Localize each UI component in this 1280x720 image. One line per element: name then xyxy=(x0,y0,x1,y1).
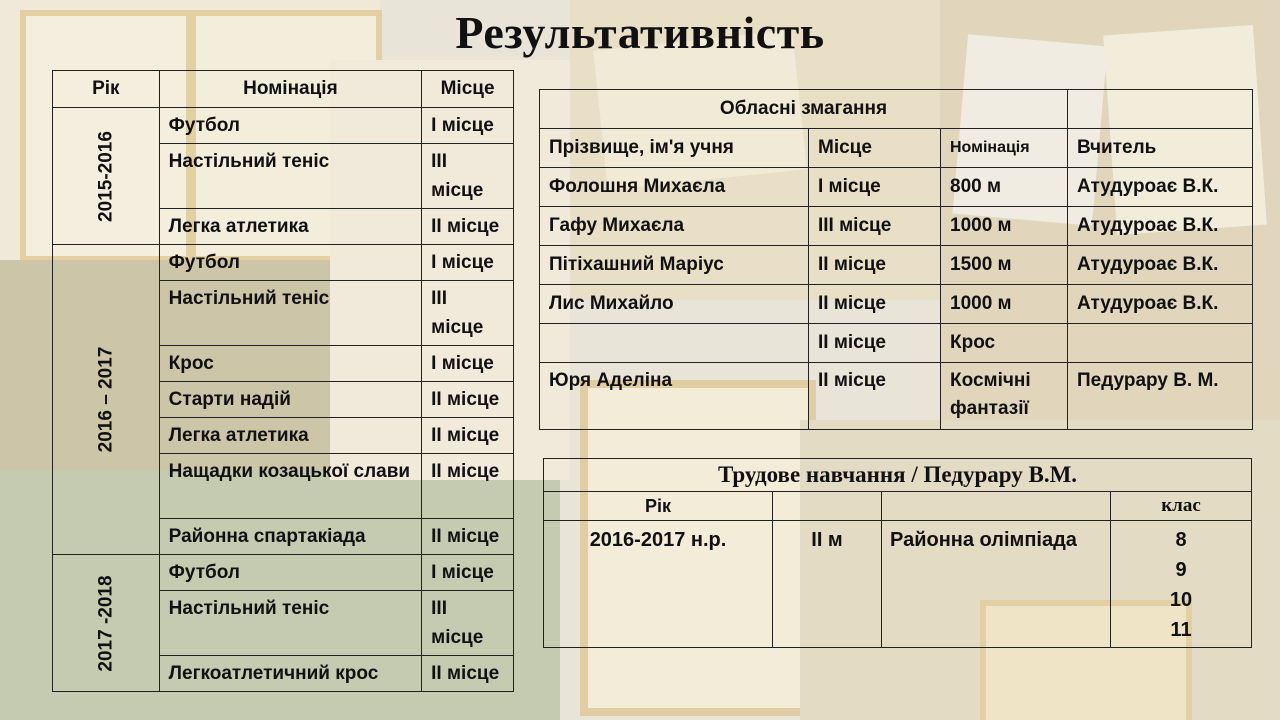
nomination-cell: 1500 м xyxy=(941,246,1068,285)
student-name-cell: Юря Аделіна xyxy=(540,363,809,430)
place-cell: ІІ місце xyxy=(422,454,514,519)
table-header-row xyxy=(540,129,1253,168)
column-header-class: клас xyxy=(1111,492,1252,521)
nomination-cell: Легка атлетика xyxy=(159,418,421,454)
empty-header-cell xyxy=(882,492,1111,521)
teacher-cell: Атудуроає В.К. xyxy=(1068,168,1253,207)
nomination-cell: Настільний теніс xyxy=(159,144,421,209)
table-row xyxy=(540,324,1253,363)
page-title: Результативність xyxy=(455,7,825,58)
nomination-cell: 1000 м xyxy=(941,285,1068,324)
labor-training-table xyxy=(543,458,1252,648)
place-cell: ІІІ місце xyxy=(809,207,941,246)
year-cell xyxy=(53,245,160,555)
student-name-cell xyxy=(540,324,809,363)
place-cell: ІІІ місце xyxy=(422,591,514,656)
class-list-cell xyxy=(1111,521,1252,648)
nomination-cell: Настільний теніс xyxy=(159,591,421,656)
student-name-cell: Фолошня Михаєла xyxy=(540,168,809,207)
empty-cell xyxy=(1068,90,1253,129)
table-row xyxy=(53,245,514,281)
place-cell: ІІ м xyxy=(773,521,882,648)
place-cell: ІІ місце xyxy=(422,418,514,454)
table-row xyxy=(544,521,1252,648)
column-header-teacher: Вчитель xyxy=(1068,129,1253,168)
place-cell: ІІІ місце xyxy=(422,144,514,209)
place-cell: ІІ місце xyxy=(422,656,514,692)
table-caption-row xyxy=(544,459,1252,492)
student-name-cell: Лис Михайло xyxy=(540,285,809,324)
student-name-cell: Пітіхашний Маріус xyxy=(540,246,809,285)
class-item: 10 xyxy=(1169,589,1193,611)
year-label: 2016 – 2017 xyxy=(95,346,117,453)
regional-caption: Обласні змагання xyxy=(540,90,1068,129)
table-row xyxy=(540,285,1253,324)
year-label: 2015-2016 xyxy=(95,130,117,222)
teacher-cell: Атудуроає В.К. xyxy=(1068,207,1253,246)
nomination-cell: Районна спартакіада xyxy=(159,519,421,555)
class-item: 9 xyxy=(1175,559,1187,581)
column-header-year: Рік xyxy=(544,492,773,521)
table-row xyxy=(540,168,1253,207)
student-name-cell: Гафу Михаєла xyxy=(540,207,809,246)
nomination-cell: Старти надій xyxy=(159,382,421,418)
class-item: 11 xyxy=(1170,619,1192,641)
place-cell: ІІ місце xyxy=(809,363,941,430)
place-cell: ІІ місце xyxy=(809,324,941,363)
place-cell: ІІ місце xyxy=(422,209,514,245)
nomination-cell: Крос xyxy=(159,346,421,382)
table-row xyxy=(540,246,1253,285)
table-row xyxy=(53,555,514,591)
teacher-cell: Атудуроає В.К. xyxy=(1068,285,1253,324)
place-cell: ІІ місце xyxy=(809,285,941,324)
nomination-cell: Футбол xyxy=(159,108,421,144)
table-row xyxy=(53,108,514,144)
event-cell: Районна олімпіада xyxy=(882,521,1111,648)
nomination-cell: Нащадки козацької слави xyxy=(159,454,421,519)
table-row xyxy=(540,363,1253,430)
place-cell: І місце xyxy=(422,245,514,281)
nomination-cell: Легкоатлетичний крос xyxy=(159,656,421,692)
nomination-cell: Легка атлетика xyxy=(159,209,421,245)
column-header-place: Місце xyxy=(809,129,941,168)
place-cell: ІІ місце xyxy=(422,382,514,418)
year-cell xyxy=(53,108,160,245)
teacher-cell xyxy=(1068,324,1253,363)
nomination-cell: Футбол xyxy=(159,555,421,591)
place-cell: І місце xyxy=(422,108,514,144)
nomination-cell: Настільний теніс xyxy=(159,281,421,346)
column-header-place: Місце xyxy=(422,71,514,108)
place-cell: І місце xyxy=(422,346,514,382)
nomination-cell: Крос xyxy=(941,324,1068,363)
table-row xyxy=(540,207,1253,246)
empty-header-cell xyxy=(773,492,882,521)
column-header-nomination: Номінація xyxy=(941,129,1068,168)
labor-training-title: Трудове навчання / Педурару В.М. xyxy=(544,459,1252,492)
table-header-row xyxy=(544,492,1252,521)
nomination-cell: Футбол xyxy=(159,245,421,281)
class-item: 8 xyxy=(1175,529,1187,551)
teacher-cell: Атудуроає В.К. xyxy=(1068,246,1253,285)
nomination-cell: 1000 м xyxy=(941,207,1068,246)
year-cell xyxy=(53,555,160,692)
year-cell: 2016-2017 н.р. xyxy=(544,521,773,648)
table-header-row xyxy=(53,71,514,108)
place-cell: ІІІ місце xyxy=(422,281,514,346)
place-cell: ІІ місце xyxy=(809,246,941,285)
regional-competitions-table xyxy=(539,89,1253,430)
place-cell: І місце xyxy=(809,168,941,207)
nomination-cell: Космічні фантазії xyxy=(941,363,1068,430)
table-caption-row xyxy=(540,90,1253,129)
column-header-nomination: Номінація xyxy=(159,71,421,108)
place-cell: І місце xyxy=(422,555,514,591)
teacher-cell: Педурару В. М. xyxy=(1068,363,1253,430)
column-header-year: Рік xyxy=(53,71,160,108)
column-header-name: Прізвище, ім'я учня xyxy=(540,129,809,168)
place-cell: ІІ місце xyxy=(422,519,514,555)
nomination-cell: 800 м xyxy=(941,168,1068,207)
year-label: 2017 -2018 xyxy=(95,574,117,672)
results-by-year-table xyxy=(52,70,514,692)
